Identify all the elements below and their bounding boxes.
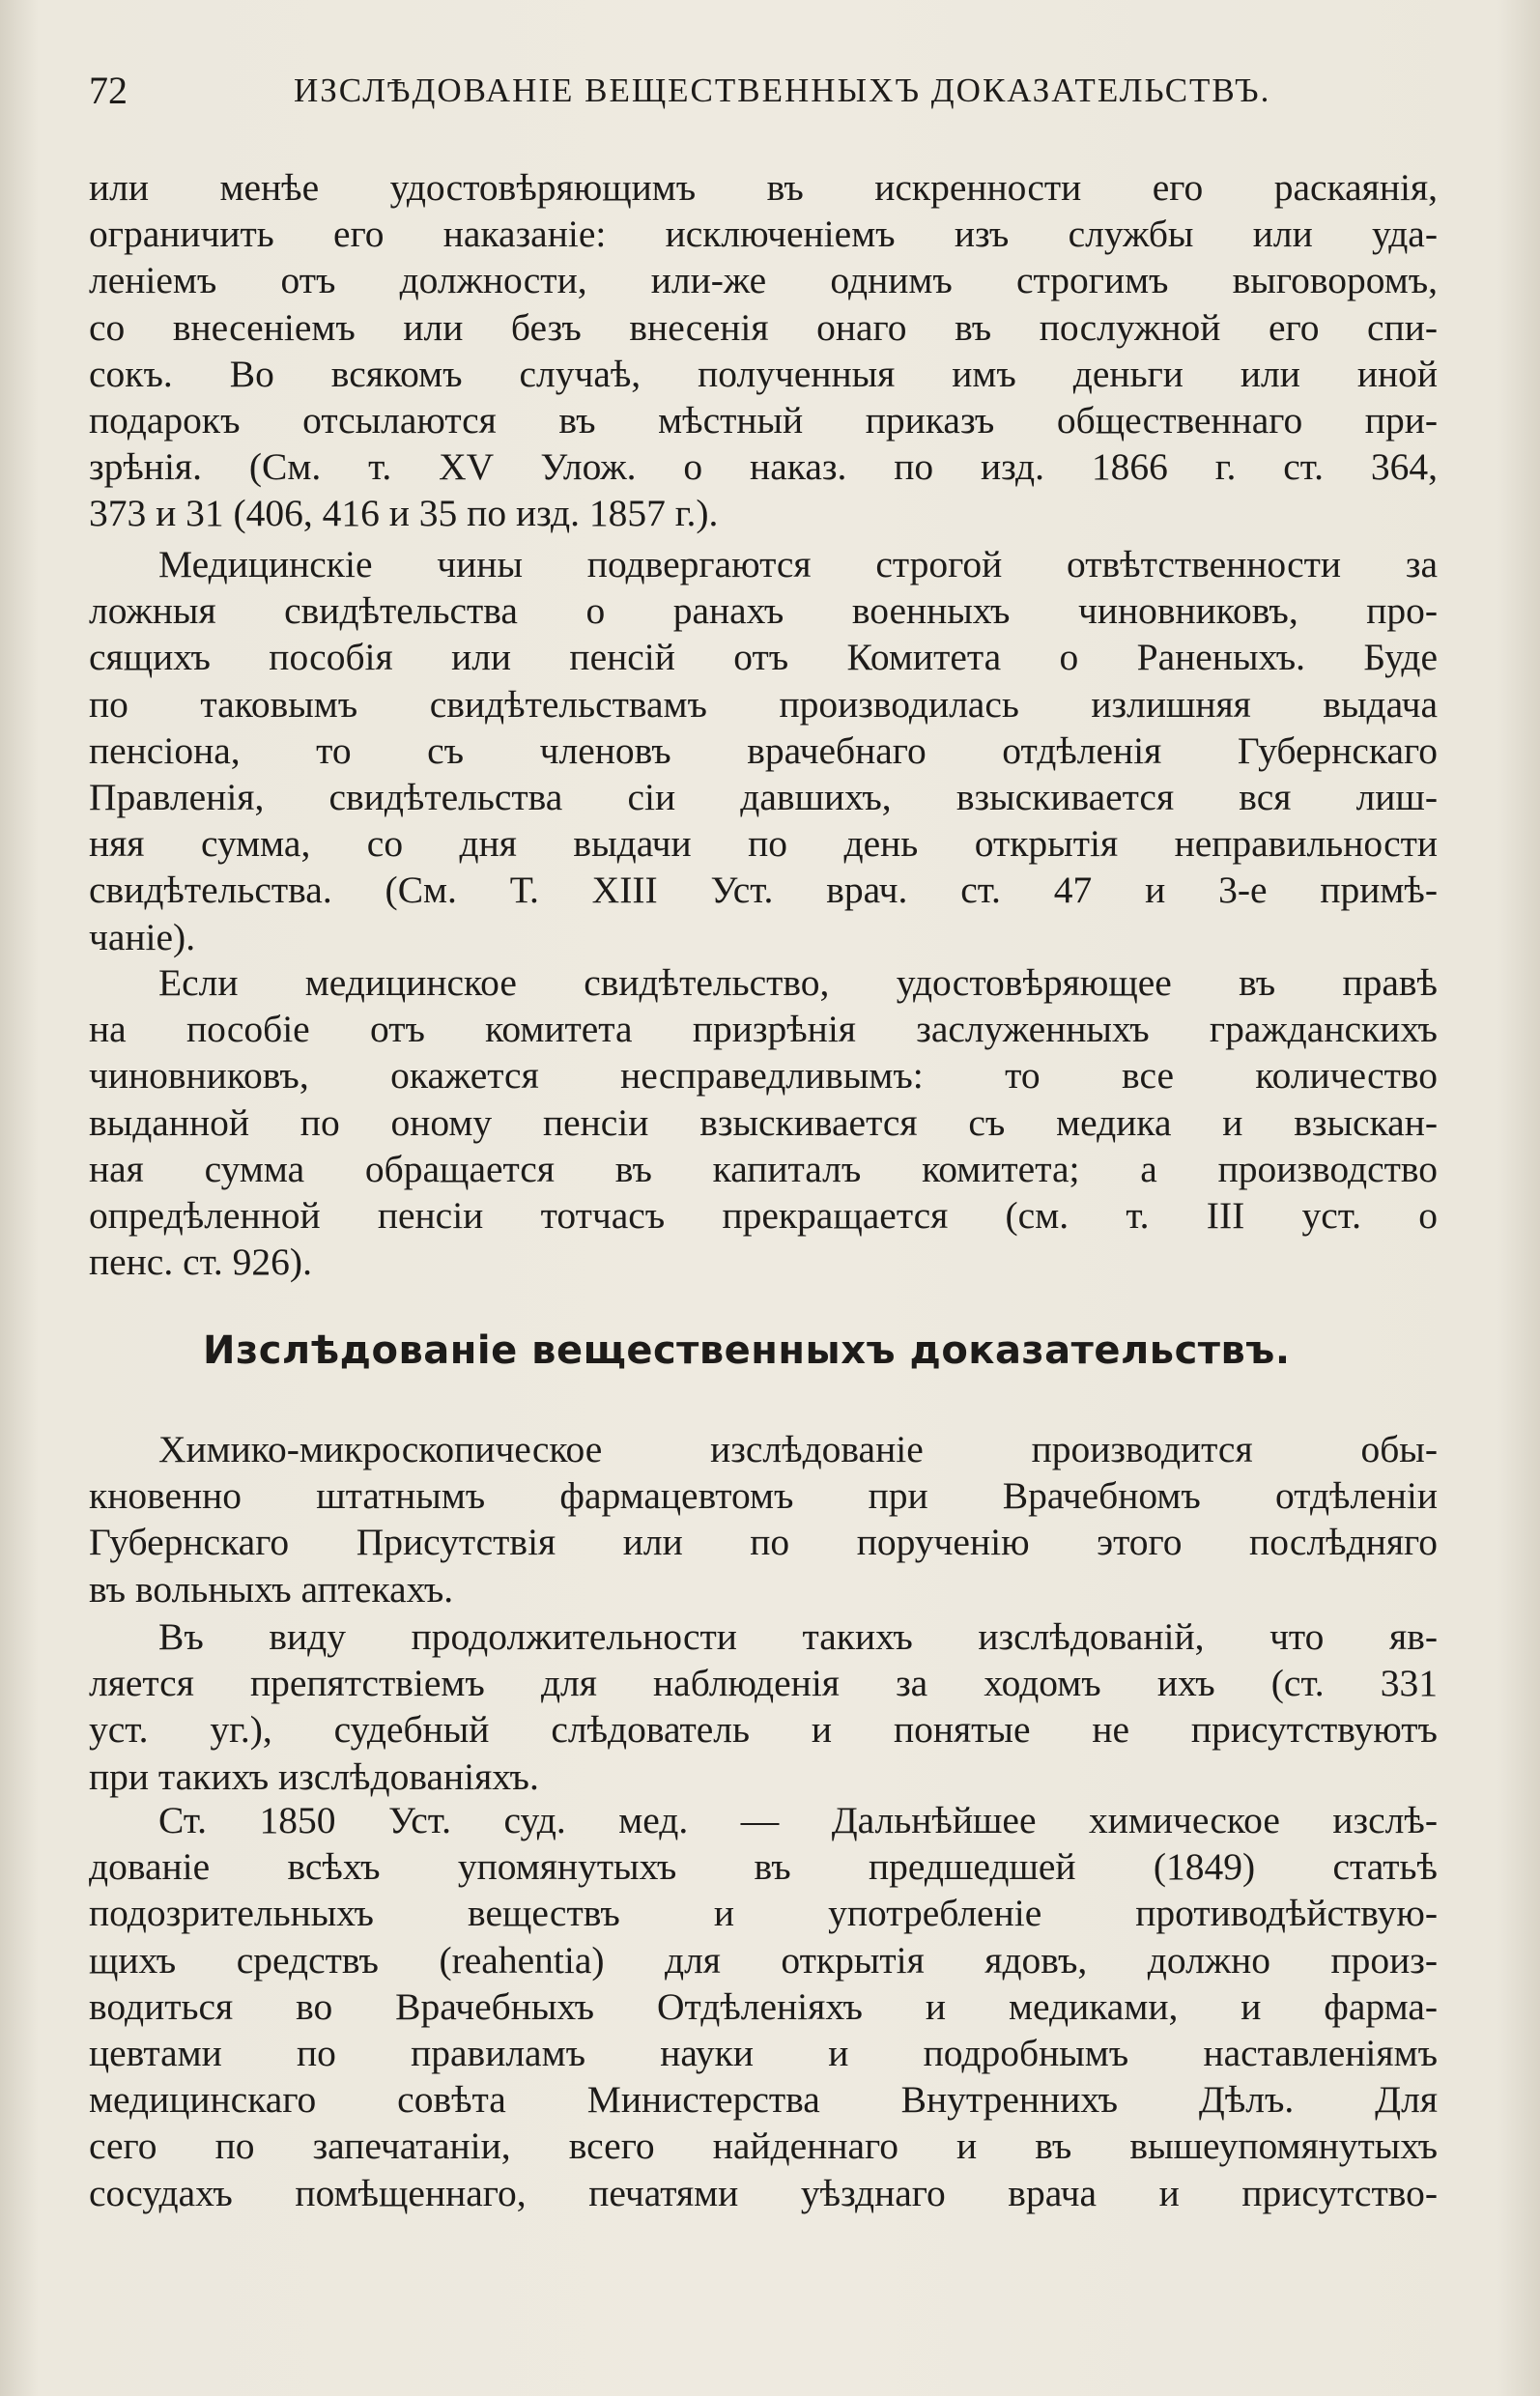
text-line: кновенно штатнымъ фармацевтомъ при Врачебномъ отдѣленіи (89, 1474, 1438, 1518)
text-line: пенс. ст. 926). (89, 1241, 312, 1284)
text-line: медицинскаго совѣта Министерства Внутреннихъ Дѣлъ. Для (89, 2078, 1438, 2122)
text-line: Правленія, свидѣтельства сіи давшихъ, взыскивается вся лиш- (89, 776, 1438, 819)
text-line: щихъ средствъ (reahentia) для открытія ядовъ, должно произ- (89, 1938, 1438, 1982)
text-line: чиновниковъ, окажется несправедливымъ: то все количество (89, 1054, 1438, 1098)
text-line: подарокъ отсылаются въ мѣстный приказъ общественнаго при- (89, 399, 1438, 442)
paragraph-1 (89, 164, 1438, 537)
text-line: свидѣтельства. (См. Т. XIII Уст. врач. ст. 47 и 3-е примѣ- (89, 869, 1438, 912)
text-line: ляется препятствіемъ для наблюденія за ходомъ ихъ (ст. 331 (89, 1662, 1438, 1705)
paragraph-5 (89, 1613, 1438, 1800)
text-line: дованіе всѣхъ упомянутыхъ въ предшедшей (1849) статьѣ (89, 1845, 1438, 1889)
text-line: уст. уг.), судебный слѣдователь и понятые не присутствуютъ (89, 1708, 1438, 1752)
page-number: 72 (89, 69, 128, 112)
text-line: сящихъ пособія или пенсій отъ Комитета о Раненыхъ. Буде (89, 636, 1438, 679)
text-line: сокъ. Во всякомъ случаѣ, полученныя имъ деньги или иной (89, 352, 1438, 395)
text-line: опредѣленной пенсіи тотчасъ прекращается (см. т. III уст. о (89, 1194, 1438, 1238)
text-line: Если медицинское свидѣтельство, удостовѣряющее въ правѣ (158, 961, 1438, 1004)
text-line: ложныя свидѣтельства о ранахъ военныхъ чиновниковъ, про- (89, 589, 1438, 633)
text-line: въ вольныхъ аптекахъ. (89, 1567, 454, 1611)
paragraph-3 (89, 959, 1438, 1285)
running-title: ИЗСЛѢДОВАНІЕ ВЕЩЕСТВЕННЫХЪ ДОКАЗАТЕЛЬСТВЪ. (294, 71, 1271, 109)
text-line: ная сумма обращается въ капиталъ комитета; а производство (89, 1147, 1438, 1190)
text-line: или менѣе удостовѣряющимъ въ искренности его раскаянія, (89, 166, 1438, 209)
text-line: Губернскаго Присутствія или по порученію этого послѣдняго (89, 1521, 1438, 1564)
paragraph-2 (89, 541, 1438, 960)
text-line: сего по запечатаніи, всего найденнаго и въ вышеупомянутыхъ (89, 2125, 1438, 2168)
text-line: выданной по оному пенсіи взыскивается съ медика и взыскан- (89, 1100, 1438, 1144)
paragraph-4 (89, 1426, 1438, 1612)
text-line: на пособіе отъ комитета призрѣнія заслуженныхъ гражданскихъ (89, 1008, 1438, 1051)
text-line: при такихъ изслѣдованіяхъ. (89, 1754, 539, 1798)
text-line: леніемъ отъ должности, или-же однимъ строгимъ выговоромъ, (89, 259, 1438, 302)
text-line: 373 и 31 (406, 416 и 35 по изд. 1857 г.). (89, 492, 719, 535)
text-line: чаніе). (89, 915, 196, 958)
text-line: водиться во Врачебныхъ Отдѣленіяхъ и медиками, и фарма- (89, 1984, 1438, 2028)
text-line: зрѣнія. (См. т. XV Улож. о наказ. по изд. 1866 г. ст. 364, (89, 445, 1438, 489)
text-line: Медицинскіе чины подвергаются строгой отвѣтственности за (158, 543, 1438, 585)
text-line: пенсіона, то съ членовъ врачебнаго отдѣленія Губернскаго (89, 728, 1438, 772)
paragraph-6 (89, 1797, 1438, 2216)
text-line: Химико-микроскопическое изслѣдованіе производится обы- (158, 1428, 1438, 1470)
text-line: Ст. 1850 Уст. суд. мед. — Дальнѣйшее химическое изслѣ- (158, 1799, 1438, 1841)
text-line: со внесеніемъ или безъ внесенія онаго въ послужной его спи- (89, 305, 1438, 349)
text-line: по таковымъ свидѣтельствамъ производилась излишняя выдача (89, 682, 1438, 726)
text-line: подозрительныхъ веществъ и употребленіе противодѣйствую- (89, 1892, 1438, 1935)
text-line: цевтами по правиламъ науки и подробнымъ наставленіямъ (89, 2032, 1438, 2075)
text-line: Въ виду продолжительности такихъ изслѣдованій, что яв- (158, 1615, 1438, 1658)
text-line: ограничить его наказаніе: исключеніемъ изъ службы или уда- (89, 213, 1438, 256)
section-heading: Изслѣдованіе вещественныхъ доказательствъ. (203, 1328, 1291, 1373)
text-line: сосудахъ помѣщеннаго, печатями уѣзднаго врача и присутство- (89, 2171, 1438, 2214)
text-line: няя сумма, со дня выдачи по день открытія неправильности (89, 822, 1438, 866)
page-header (89, 62, 1441, 120)
